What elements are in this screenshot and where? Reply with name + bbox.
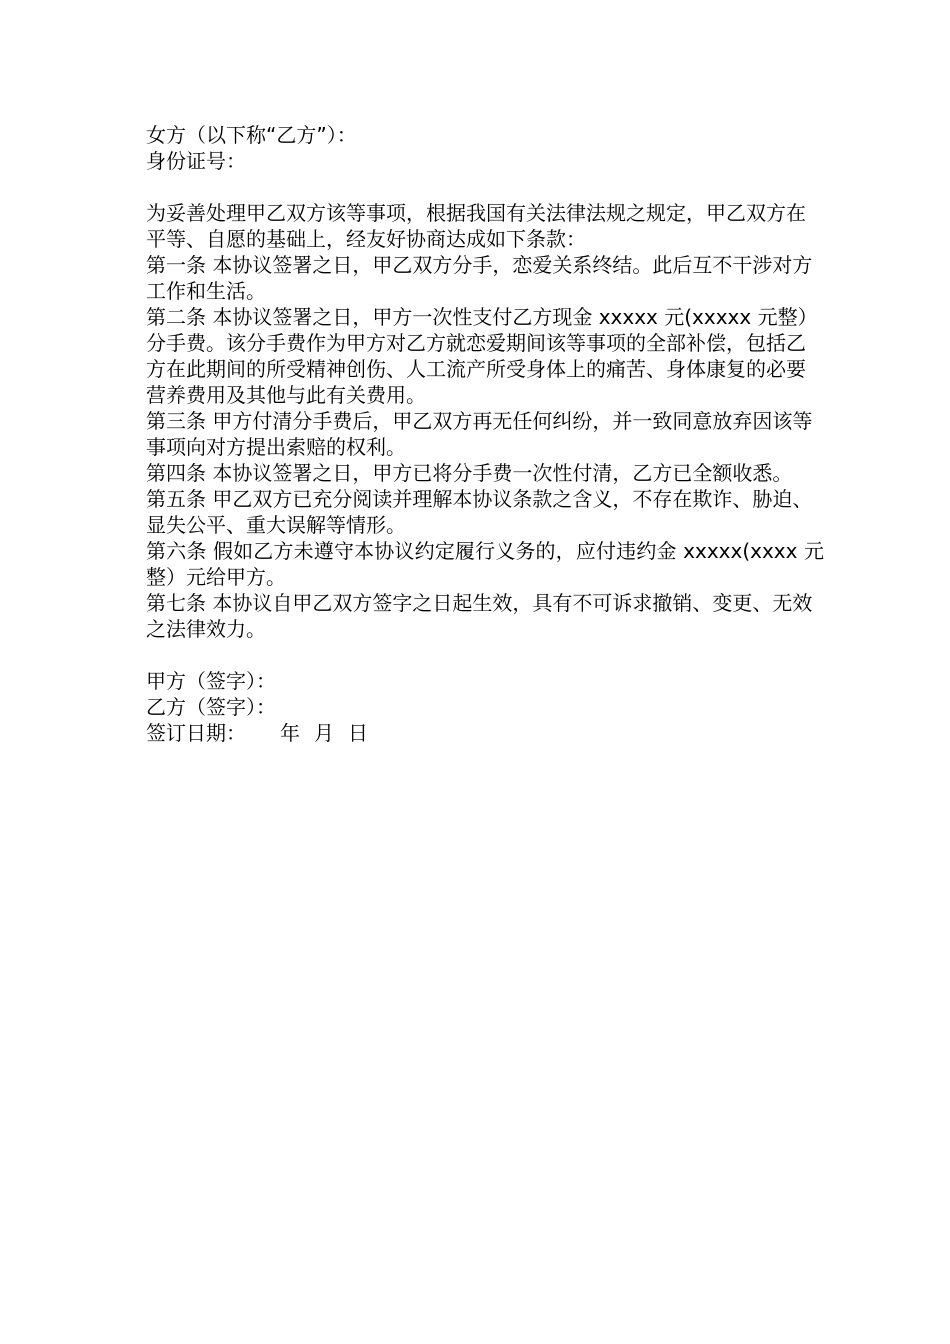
blank-line (146, 642, 824, 668)
article-1: 第一条 本协议签署之日，甲乙双方分手，恋爱关系终结。此后互不干涉对方工作和生活。 (146, 253, 813, 303)
date-day-label: 日 (348, 721, 368, 745)
preamble: 为妥善处理甲乙双方该等事项，根据我国有关法律法规之规定，甲乙双方在平等、自愿的基础上，经友好协商达成如下条款： (146, 201, 806, 251)
party-b-label: 女方（以下称“乙方”）： (146, 123, 357, 147)
blank-line (146, 174, 824, 200)
party-b-signature-label: 乙方（签字）： (146, 695, 276, 719)
date-month-label: 月 (314, 721, 334, 745)
article-7: 第七条 本协议自甲乙双方签字之日起生效，具有不可诉求撤销、变更、无效之法律效力。 (146, 591, 813, 641)
party-b-id-label: 身份证号： (146, 149, 246, 173)
signing-date-row (146, 720, 824, 746)
signing-date-label: 签订日期： (146, 721, 246, 745)
article-2: 第二条 本协议签署之日，甲方一次性支付乙方现金 xxxxx 元(xxxxx 元整）分手费。该分手费作为甲方对乙方就恋爱期间该等事项的全部补偿，包括乙方在此期间的所受精神创伤、人工流产所受身体上的痛苦、身体康复的必要营养费用及其他与此有关费用。 (146, 305, 818, 407)
article-4: 第四条 本协议签署之日，甲方已将分手费一次性付清，乙方已全额收悉。 (146, 461, 793, 485)
article-3: 第三条 甲方付清分手费后，甲乙双方再无任何纠纷，并一致同意放弃因该等事项向对方提出索赔的权利。 (146, 409, 813, 459)
article-5: 第五条 甲乙双方已充分阅读并理解本协议条款之含义，不存在欺诈、胁迫、显失公平、重大误解等情形。 (146, 487, 813, 537)
date-year-label: 年 (280, 721, 300, 745)
party-a-signature-label: 甲方（签字）： (146, 669, 276, 693)
article-6: 第六条 假如乙方未遵守本协议约定履行义务的，应付违约金 xxxxx(xxxx 元整）元给甲方。 (146, 539, 824, 589)
agreement-body (146, 122, 824, 746)
